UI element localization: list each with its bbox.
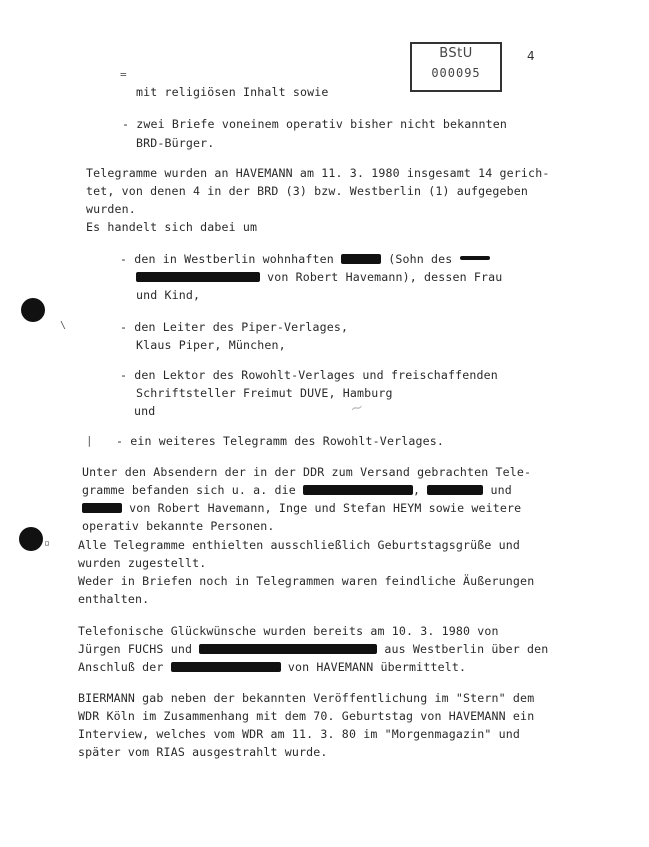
text-line	[82, 501, 521, 515]
text-line: - ein weiteres Telegramm des Rowohlt-Verlages.	[116, 434, 444, 448]
margin-mark: ▫	[44, 538, 51, 549]
text-segment: und	[490, 483, 512, 497]
punch-hole	[19, 527, 43, 551]
text-line: - zwei Briefe voneinem operativ bisher nicht bekannten	[122, 117, 508, 131]
redaction-bar	[427, 485, 483, 495]
redaction-bar	[199, 644, 377, 654]
text-line	[136, 270, 502, 284]
stamp-number: 000095	[431, 66, 481, 80]
archive-stamp	[410, 42, 502, 92]
text-line: gramme befanden sich u. a. die , und	[82, 483, 512, 497]
text-line: Interview, welches vom WDR am 11. 3. 80 im "Morgenmagazin" und	[78, 727, 521, 741]
text-line: - den Lektor des Rowohlt-Verlages und freischaffenden	[120, 368, 498, 382]
text-line: BIERMANN gab neben der bekannten Veröffentlichung im "Stern" dem	[78, 691, 535, 705]
text-line	[120, 252, 490, 266]
text-line: Schriftsteller Freimut DUVE, Hamburg	[136, 386, 393, 400]
text-line: enthalten.	[78, 592, 150, 606]
text-line: wurden zugestellt.	[78, 556, 207, 570]
text-segment: Anschluß der	[78, 660, 164, 674]
text-segment: - den in Westberlin wohnhaften	[120, 252, 334, 266]
redaction-bar	[136, 272, 260, 282]
text-line: Es handelt sich dabei um	[86, 220, 258, 234]
redaction-bar	[171, 662, 281, 672]
redaction-bar	[460, 256, 490, 260]
text-segment: von Robert Havemann, Inge und Stefan HEYM sowie weitere	[129, 501, 522, 515]
redaction-bar	[341, 254, 381, 264]
text-segment: (Sohn des	[388, 252, 453, 266]
text-line: wurden.	[86, 202, 136, 216]
text-line: und Kind,	[136, 288, 201, 302]
margin-mark: \	[60, 320, 67, 331]
text-segment: von Robert Havemann), dessen Frau	[267, 270, 503, 284]
text-line: WDR Köln im Zusammenhang mit dem 70. Geburtstag von HAVEMANN ein	[78, 709, 535, 723]
text-line: Telegramme wurden an HAVEMANN am 11. 3. 1980 insgesamt 14 gerich-	[86, 166, 550, 180]
stamp-label: BStU	[439, 46, 473, 61]
text-line: Klaus Piper, München,	[136, 338, 286, 352]
text-segment: Jürgen FUCHS und	[78, 642, 193, 656]
redaction-bar	[303, 485, 413, 495]
redaction-bar	[82, 503, 122, 513]
text-line: und	[134, 404, 156, 418]
text-line: Unter den Absendern der in der DDR zum Versand gebrachten Tele-	[82, 465, 532, 479]
text-line: später vom RIAS ausgestrahlt wurde.	[78, 745, 328, 759]
faint-handwriting: ~	[347, 396, 366, 419]
text-line: Telefonische Glückwünsche wurden bereits am 10. 3. 1980 von	[78, 624, 499, 638]
page-number: 4	[527, 49, 535, 63]
text-line: tet, von denen 4 in der BRD (3) bzw. Westberlin (1) aufgegeben	[86, 184, 529, 198]
text-line: mit religiösen Inhalt sowie	[136, 85, 329, 99]
text-segment: von HAVEMANN übermittelt.	[287, 660, 467, 674]
text-line: Alle Telegramme enthielten ausschließlich Geburtstagsgrüße und	[78, 538, 521, 552]
text-line: operativ bekannte Personen.	[82, 519, 275, 533]
punch-hole	[21, 298, 45, 322]
margin-mark: |	[86, 434, 93, 447]
margin-mark: =	[120, 68, 127, 81]
text-line: - den Leiter des Piper-Verlages,	[120, 320, 349, 334]
text-line	[78, 660, 466, 674]
text-line: BRD-Bürger.	[136, 136, 215, 150]
text-segment: aus Westberlin über den	[384, 642, 549, 656]
text-line	[78, 642, 548, 656]
text-segment: gramme befanden sich u. a. die	[82, 483, 296, 497]
text-line: Weder in Briefen noch in Telegrammen waren feindliche Äußerungen	[78, 574, 535, 588]
